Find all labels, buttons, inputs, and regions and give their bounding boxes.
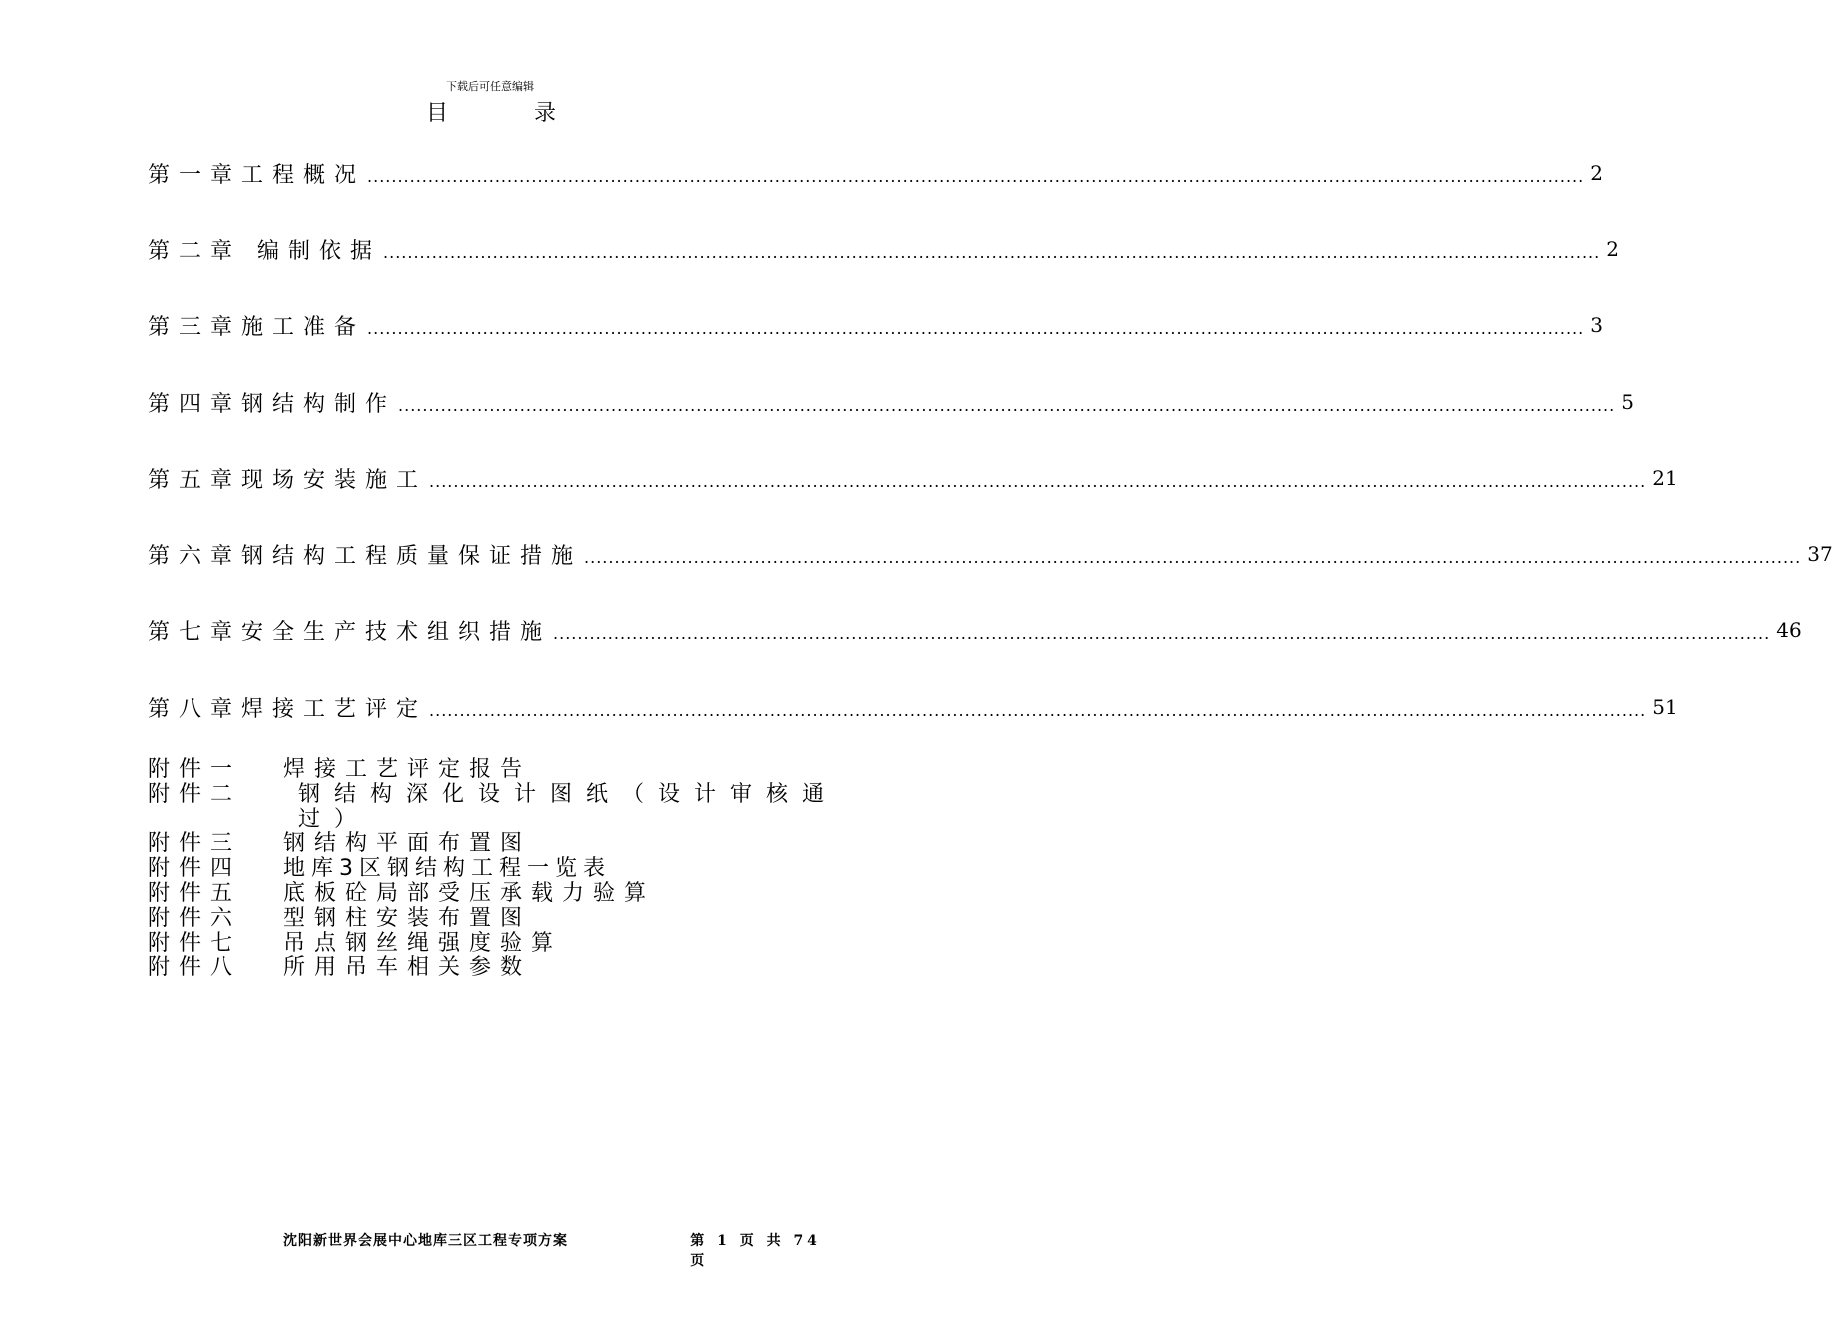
- toc-chapter: 第七章: [148, 619, 242, 645]
- toc-chapter: 第二章: [148, 238, 242, 264]
- toc-entry[interactable]: [148, 463, 1678, 493]
- appendix-label: 附件六: [148, 905, 242, 931]
- toc-title: [426, 96, 556, 127]
- appendix-item[interactable]: [148, 857, 838, 882]
- toc-leader: ........................................................................................................................................................................................................: [553, 623, 1771, 643]
- appendix-title: 钢结构深化设计图纸（设计审核通过）: [298, 781, 839, 832]
- appendix-item[interactable]: [148, 882, 838, 907]
- toc-title-text: 工程概况: [241, 162, 366, 188]
- appendix-title: 钢结构平面布置图: [283, 831, 532, 857]
- toc-page: 37: [1807, 542, 1833, 566]
- appendix-label: 附件三: [148, 831, 242, 857]
- toc-chapter: 第八章: [148, 696, 242, 722]
- toc-leader: ........................................................................................................................................................................................................: [367, 166, 1585, 186]
- appendix-item[interactable]: [148, 783, 838, 833]
- toc-leader: ........................................................................................................................................................................................................: [383, 242, 1601, 262]
- toc-chapter: 第六章: [148, 543, 242, 569]
- appendix-title: 所用吊车相关参数: [283, 955, 532, 981]
- appendix-item[interactable]: [148, 907, 838, 932]
- toc-leader: ........................................................................................................................................................................................................: [429, 700, 1647, 720]
- toc-page: 21: [1652, 466, 1678, 490]
- appendix-item[interactable]: [148, 932, 838, 957]
- footer-project-name: 沈阳新世界会展中心地库三区工程专项方案: [283, 1233, 568, 1249]
- footer-page-info: 第 1 页 共 74 页: [690, 1233, 821, 1269]
- toc-page: 2: [1590, 161, 1603, 185]
- appendix-title: 底板砼局部受压承载力验算: [283, 880, 656, 906]
- toc-entry[interactable]: [148, 387, 1634, 417]
- toc-page: 51: [1652, 695, 1678, 719]
- appendix-label: 附件一: [148, 757, 242, 782]
- toc-leader: ........................................................................................................................................................................................................: [367, 318, 1585, 338]
- toc-page: 2: [1606, 237, 1619, 261]
- appendix-title: 型钢柱安装布置图: [283, 905, 532, 931]
- toc-title-text: 施工准备: [241, 314, 366, 340]
- toc-chapter: 第三章: [148, 314, 242, 340]
- toc-title-text: 钢结构工程质量保证措施: [241, 543, 583, 569]
- appendix-label: 附件二: [148, 781, 242, 807]
- header-note: 下载后可任意编辑: [446, 80, 534, 93]
- toc-chapter: 第一章: [148, 162, 242, 188]
- toc-leader: ........................................................................................................................................................................................................: [429, 471, 1647, 491]
- toc-leader: ........................................................................................................................................................................................................: [398, 395, 1616, 415]
- appendix-item[interactable]: [148, 758, 838, 783]
- page-footer: [283, 1230, 843, 1270]
- toc-title-text: 编制依据: [257, 238, 382, 264]
- toc-title-right: 录: [533, 101, 556, 126]
- appendix-item[interactable]: [148, 832, 838, 857]
- toc-chapter: 第四章: [148, 391, 242, 417]
- appendix-title: 焊接工艺评定报告: [283, 757, 532, 782]
- appendix-title: 地库3区钢结构工程一览表: [283, 856, 611, 882]
- toc-entry[interactable]: [148, 234, 1619, 264]
- toc-leader: ........................................................................................................................................................................................................: [584, 547, 1802, 567]
- toc-title-text: 现场安装施工: [241, 467, 428, 493]
- toc-entry[interactable]: [148, 615, 1802, 645]
- toc-title-left: 目: [426, 101, 449, 126]
- toc-entry[interactable]: [148, 158, 1603, 188]
- appendix-title: 吊点钢丝绳强度验算: [283, 930, 563, 956]
- toc-title-text: 安全生产技术组织措施: [241, 619, 552, 645]
- appendix-list: [148, 758, 838, 981]
- toc-title-text: 钢结构制作: [241, 391, 397, 417]
- appendix-item[interactable]: [148, 956, 838, 981]
- toc-page: 3: [1590, 313, 1603, 337]
- appendix-label: 附件七: [148, 930, 242, 956]
- toc-title-text: 焊接工艺评定: [241, 696, 428, 722]
- toc-page: 5: [1621, 390, 1634, 414]
- toc-page: 46: [1776, 618, 1802, 642]
- appendix-label: 附件四: [148, 856, 242, 882]
- appendix-label: 附件八: [148, 955, 242, 981]
- toc-entry[interactable]: [148, 539, 1833, 569]
- toc-entry[interactable]: [148, 692, 1678, 722]
- toc-chapter: 第五章: [148, 467, 242, 493]
- appendix-label: 附件五: [148, 880, 242, 906]
- toc-entry[interactable]: [148, 310, 1603, 340]
